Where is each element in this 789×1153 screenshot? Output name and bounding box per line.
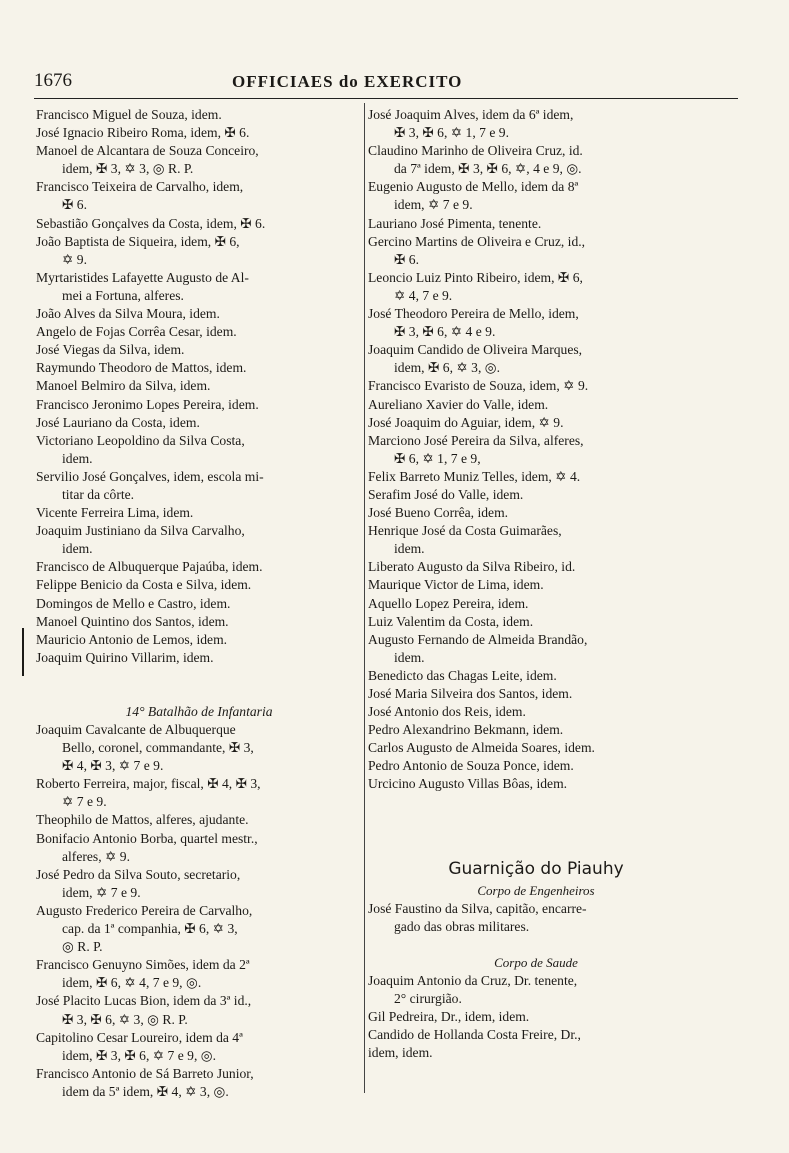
list-item: Joaquim Antonio da Cruz, Dr. tenente,: [368, 973, 578, 989]
list-item: Benedicto das Chagas Leite, idem.: [368, 667, 557, 683]
list-item: Sebastião Gonçalves da Costa, idem, ✠ 6.: [36, 215, 266, 231]
list-item: Angelo de Fojas Corrêa Cesar, idem.: [36, 324, 237, 340]
list-item: idem.: [394, 649, 425, 665]
list-item: Gercino Martins de Oliveira e Cruz, id.,: [368, 233, 586, 249]
list-item: Joaquim Cavalcante de Albuquerque: [36, 722, 236, 737]
list-item: João Baptista de Siqueira, idem, ✠ 6,: [36, 233, 240, 249]
list-item: José Pedro da Silva Souto, secretario,: [36, 866, 241, 882]
list-item: idem, ✠ 3, ✠ 6, ✡ 7 e 9, ◎.: [62, 1047, 217, 1063]
section-heading: 14° Batalhão de Infantaria: [125, 703, 273, 719]
list-item: Maurique Victor de Lima, idem.: [368, 577, 544, 593]
list-item: Pedro Alexandrino Bekmann, idem.: [368, 722, 564, 738]
list-item: mei a Fortuna, alferes.: [62, 287, 184, 303]
list-item: Claudino Marinho de Oliveira Cruz, id.: [368, 143, 583, 159]
list-item: ✡ 4, 7 e 9.: [394, 287, 453, 303]
list-item: José Joaquim Alves, idem da 6ª idem,: [368, 107, 574, 122]
list-item: Joaquim Quirino Villarim, idem.: [36, 649, 214, 665]
list-item: Augusto Frederico Pereira de Carvalho,: [36, 902, 253, 918]
list-item: Raymundo Theodoro de Mattos, idem.: [36, 360, 247, 376]
list-item: Eugenio Augusto de Mello, idem da 8ª: [368, 179, 579, 195]
list-item: Luiz Valentim da Costa, idem.: [368, 613, 534, 629]
list-item: ✠ 3, ✠ 6, ✡ 3, ◎ R. P.: [62, 1011, 188, 1027]
list-item: Victoriano Leopoldino da Silva Costa,: [36, 432, 245, 448]
list-item: idem, ✠ 6, ✡ 3, ◎.: [394, 360, 501, 376]
list-item: José Joaquim do Aguiar, idem, ✡ 9.: [368, 414, 564, 430]
list-item: ✡ 7 e 9.: [62, 794, 107, 810]
column-divider: [364, 103, 365, 1093]
list-item: Mauricio Antonio de Lemos, idem.: [36, 631, 228, 647]
list-item: João Alves da Silva Moura, idem.: [36, 306, 220, 322]
list-item: Theophilo de Mattos, alferes, ajudante.: [36, 812, 249, 828]
list-item: 2° cirurgião.: [394, 991, 462, 1007]
list-item: ✠ 3, ✠ 6, ✡ 1, 7 e 9.: [394, 125, 509, 141]
list-item: da 7ª idem, ✠ 3, ✠ 6, ✡, 4 e 9, ◎.: [394, 161, 582, 177]
list-item: José Antonio dos Reis, idem.: [368, 704, 526, 720]
list-item: Francisco Evaristo de Souza, idem, ✡ 9.: [368, 378, 589, 394]
list-item: cap. da 1ª companhia, ✠ 6, ✡ 3,: [62, 921, 238, 937]
list-item: idem da 5ª idem, ✠ 4, ✡ 3, ◎.: [62, 1083, 229, 1099]
list-item: Gil Pedreira, Dr., idem, idem.: [368, 1009, 530, 1025]
list-item: idem.: [62, 450, 93, 466]
list-item: Francisco Genuyno Simões, idem da 2ª: [36, 957, 250, 973]
list-item: José Faustino da Silva, capitão, encarre-: [368, 900, 587, 916]
list-item: Francisco Miguel de Souza, idem.: [36, 107, 222, 122]
list-item: Francisco de Albuquerque Pajaúba, idem.: [36, 559, 263, 575]
list-item: Felippe Benicio da Costa e Silva, idem.: [36, 577, 252, 593]
list-item: Myrtaristides Lafayette Augusto de Al-: [36, 269, 249, 285]
list-item: Capitolino Cesar Loureiro, idem da 4ª: [36, 1029, 243, 1045]
list-item: José Lauriano da Costa, idem.: [36, 414, 200, 430]
list-item: Servilio José Gonçalves, idem, escola mi-: [36, 468, 264, 484]
list-item: José Maria Silveira dos Santos, idem.: [368, 686, 573, 701]
list-item: Serafim José do Valle, idem.: [368, 486, 524, 502]
list-item: ✠ 4, ✠ 3, ✡ 7 e 9.: [62, 758, 164, 774]
list-item: Henrique José da Costa Guimarães,: [368, 523, 562, 539]
section-heading: Guarnição do Piauhy: [448, 858, 624, 879]
list-item: Bonifacio Antonio Borba, quartel mestr.,: [36, 830, 258, 846]
list-item: ◎ R. P.: [62, 939, 103, 955]
subsection-heading: Corpo de Saude: [494, 954, 578, 970]
list-item: José Bueno Corrêa, idem.: [368, 505, 509, 521]
list-item: Aquello Lopez Pereira, idem.: [368, 595, 529, 611]
list-item: Candido de Hollanda Costa Freire, Dr.,: [368, 1027, 581, 1043]
list-item: gado das obras militares.: [394, 918, 530, 934]
running-title: OFFICIAES do EXERCITO: [232, 72, 463, 91]
list-item: ✠ 6.: [394, 251, 419, 267]
list-item: idem, idem.: [368, 1045, 433, 1061]
list-item: Manoel de Alcantara de Souza Conceiro,: [36, 143, 259, 159]
list-item: idem, ✠ 3, ✡ 3, ◎ R. P.: [62, 161, 194, 177]
list-item: Vicente Ferreira Lima, idem.: [36, 505, 194, 521]
list-item: Pedro Antonio de Souza Ponce, idem.: [368, 758, 574, 774]
list-item: idem, ✠ 6, ✡ 4, 7 e 9, ◎.: [62, 975, 202, 991]
page-number: 1676: [34, 70, 72, 91]
left-column: [36, 106, 362, 1101]
list-item: Carlos Augusto de Almeida Soares, idem.: [368, 740, 595, 756]
list-item: Marciono José Pereira da Silva, alferes,: [368, 432, 584, 448]
list-item: Lauriano José Pimenta, tenente.: [368, 215, 542, 231]
list-item: Domingos de Mello e Castro, idem.: [36, 595, 231, 611]
list-item: José Theodoro Pereira de Mello, idem,: [368, 306, 579, 322]
list-item: Bello, coronel, commandante, ✠ 3,: [62, 740, 254, 756]
list-item: Urcicino Augusto Villas Bôas, idem.: [368, 776, 568, 792]
list-item: idem.: [62, 541, 93, 557]
list-item: titar da côrte.: [62, 486, 135, 502]
list-item: Manoel Quintino dos Santos, idem.: [36, 613, 229, 629]
list-item: Francisco Jeronimo Lopes Pereira, idem.: [36, 396, 259, 412]
list-item: ✠ 6.: [62, 197, 87, 213]
list-item: José Placito Lucas Bion, idem da 3ª id.,: [36, 993, 252, 1009]
list-item: Manoel Belmiro da Silva, idem.: [36, 378, 211, 394]
list-item: Joaquim Justiniano da Silva Carvalho,: [36, 523, 245, 539]
list-item: ✡ 9.: [62, 251, 87, 267]
list-item: alferes, ✡ 9.: [62, 848, 131, 864]
list-item: Francisco Teixeira de Carvalho, idem,: [36, 179, 244, 195]
list-item: Felix Barreto Muniz Telles, idem, ✡ 4.: [368, 468, 581, 484]
list-item: Leoncio Luiz Pinto Ribeiro, idem, ✠ 6,: [368, 269, 583, 285]
subsection-heading: Corpo de Engenheiros: [477, 882, 595, 898]
list-item: José Viegas da Silva, idem.: [36, 342, 185, 358]
list-item: Roberto Ferreira, major, fiscal, ✠ 4, ✠ 3,: [36, 776, 261, 792]
list-item: Joaquim Candido de Oliveira Marques,: [368, 342, 583, 358]
list-item: idem, ✡ 7 e 9.: [62, 884, 141, 900]
right-column: [368, 106, 704, 1063]
list-item: Aureliano Xavier do Valle, idem.: [368, 396, 549, 412]
list-item: Augusto Fernando de Almeida Brandão,: [368, 631, 588, 647]
list-item: Liberato Augusto da Silva Ribeiro, id.: [368, 559, 576, 575]
list-item: idem.: [394, 541, 425, 557]
list-item: idem, ✡ 7 e 9.: [394, 197, 473, 213]
header-rule: [34, 98, 738, 99]
page-header: [34, 66, 734, 96]
list-item: José Ignacio Ribeiro Roma, idem, ✠ 6.: [36, 125, 250, 141]
list-item: ✠ 6, ✡ 1, 7 e 9,: [394, 450, 481, 466]
list-item: ✠ 3, ✠ 6, ✡ 4 e 9.: [394, 324, 496, 340]
margin-mark: [22, 628, 24, 676]
list-item: Francisco Antonio de Sá Barreto Junior,: [36, 1065, 254, 1081]
